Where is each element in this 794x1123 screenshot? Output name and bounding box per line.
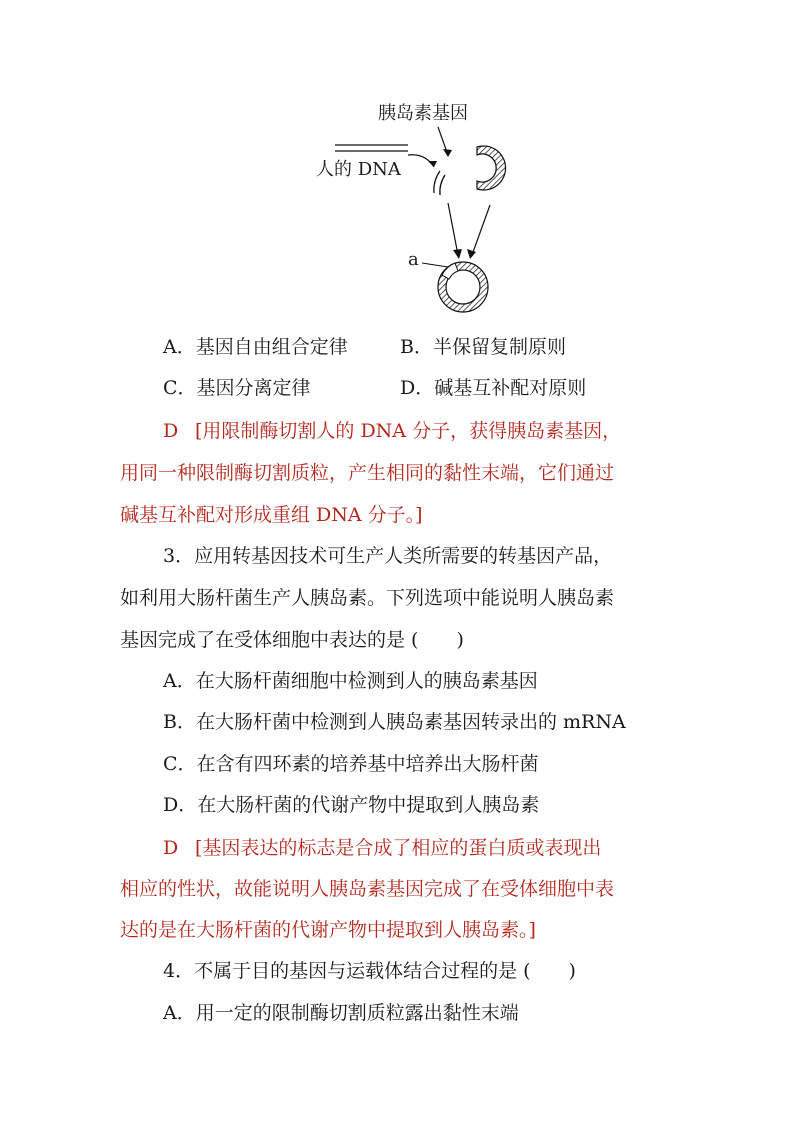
q2-answer-line-2: 用同一种限制酶切割质粒，产生相同的黏性末端，它们通过	[120, 462, 615, 484]
q3-answer-line-1	[163, 835, 601, 861]
q3-option-a: A．在大肠杆菌细胞中检测到人的胰岛素基因	[163, 670, 538, 692]
arrow-gene-to-recombinant	[448, 203, 458, 255]
q2-answer-text-1: [用限制酶切割人的 DNA 分子，获得胰岛素基因，	[195, 420, 622, 442]
q2-option-b: B．半保留复制原则	[400, 336, 566, 358]
q3-option-c: C．在含有四环素的培养基中培养出大肠杆菌	[163, 753, 539, 775]
a-label: a	[408, 249, 419, 270]
diagram-graphic	[300, 95, 540, 325]
gene-fragment	[434, 171, 440, 193]
q2-option-c: C．基因分离定律	[163, 377, 311, 399]
q2-answer-line-1	[163, 418, 621, 444]
gene-label: 胰岛素基因	[378, 103, 468, 124]
q2-option-a: A．基因自由组合定律	[163, 336, 348, 358]
q3-option-b: B．在大肠杆菌中检测到人胰岛素基因转录出的 mRNA	[163, 711, 626, 733]
q2-answer-line-3: 碱基互补配对形成重组 DNA 分子。]	[120, 504, 423, 526]
q3-option-d: D．在大肠杆菌的代谢产物中提取到人胰岛素	[163, 794, 540, 816]
arrow-dna-to-gene	[408, 155, 434, 167]
q3-stem-line-1: 3．应用转基因技术可生产人类所需要的转基因产品，	[163, 545, 613, 567]
cut-plasmid	[477, 146, 506, 190]
q3-stem-line-2: 如利用大肠杆菌生产人胰岛素。下列选项中能说明人胰岛素	[120, 587, 615, 609]
q4-stem: 4．不属于目的基因与运载体结合过程的是 ( )	[163, 960, 576, 982]
q4-option-a: A．用一定的限制酶切割质粒露出黏性末端	[163, 1002, 519, 1024]
q3-stem-line-3: 基因完成了在受体细胞中表达的是 ( )	[120, 629, 464, 651]
dna-label: 人的 DNA	[316, 159, 401, 180]
q3-answer-line-3: 达的是在大肠杆菌的代谢产物中提取到人胰岛素。]	[120, 919, 536, 941]
a-leader-line	[422, 263, 448, 267]
arrow-plasmid-to-recombinant	[472, 205, 490, 255]
q2-answer-letter: D	[163, 420, 179, 442]
q3-answer-line-2: 相应的性状，故能说明人胰岛素基因完成了在受体细胞中表	[120, 878, 615, 900]
recombinant-dna-diagram	[300, 95, 540, 325]
q3-answer-text-1: [基因表达的标志是合成了相应的蛋白质或表现出	[195, 837, 602, 859]
q3-answer-letter: D	[163, 837, 179, 859]
q2-option-d: D．碱基互补配对原则	[400, 377, 587, 399]
